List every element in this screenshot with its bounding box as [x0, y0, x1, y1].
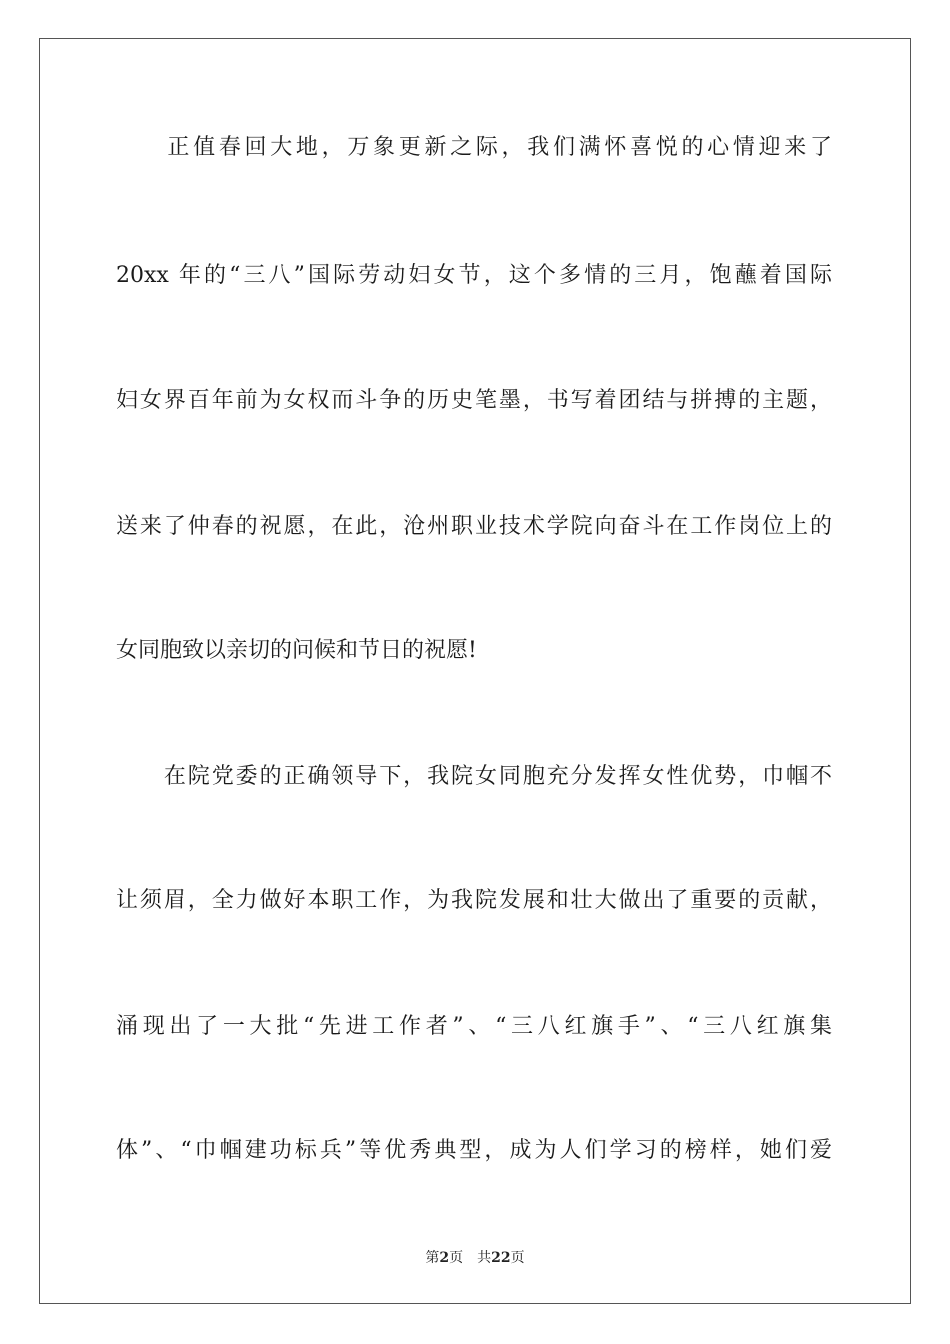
- text-line-5: 女同胞致以亲切的问候和节日的祝愿!: [116, 638, 477, 663]
- text-line-1: 正值春回大地，万象更新之际，我们满怀喜悦的心情迎来了: [116, 135, 832, 160]
- text-line-6: 在院党委的正确领导下，我院女同胞充分发挥女性优势，巾帼不: [116, 764, 832, 789]
- page-prefix: 第: [425, 1250, 440, 1266]
- page-suffix: 页: [449, 1250, 464, 1266]
- text-line-3: 妇女界百年前为女权而斗争的历史笔墨，书写着团结与拼搏的主题，: [116, 388, 832, 413]
- page-footer: [0, 1248, 950, 1268]
- page-total: 22: [491, 1250, 511, 1266]
- text-line-2: 20xx 年的“三八”国际劳动妇女节，这个多情的三月，饱蘸着国际: [116, 263, 832, 288]
- page-border: [39, 38, 911, 1304]
- total-prefix: 共: [477, 1250, 492, 1266]
- total-suffix: 页: [510, 1250, 525, 1266]
- page-current: 2: [439, 1250, 450, 1266]
- text-line-8: 涌现出了一大批“先进工作者”、“三八红旗手”、“三八红旗集: [116, 1014, 832, 1039]
- text-line-7: 让须眉，全力做好本职工作，为我院发展和壮大做出了重要的贡献，: [116, 888, 832, 913]
- text-line-9: 体”、“巾帼建功标兵”等优秀典型，成为人们学习的榜样，她们爱: [116, 1138, 832, 1163]
- text-line-4: 送来了仲春的祝愿，在此，沧州职业技术学院向奋斗在工作岗位上的: [116, 514, 832, 539]
